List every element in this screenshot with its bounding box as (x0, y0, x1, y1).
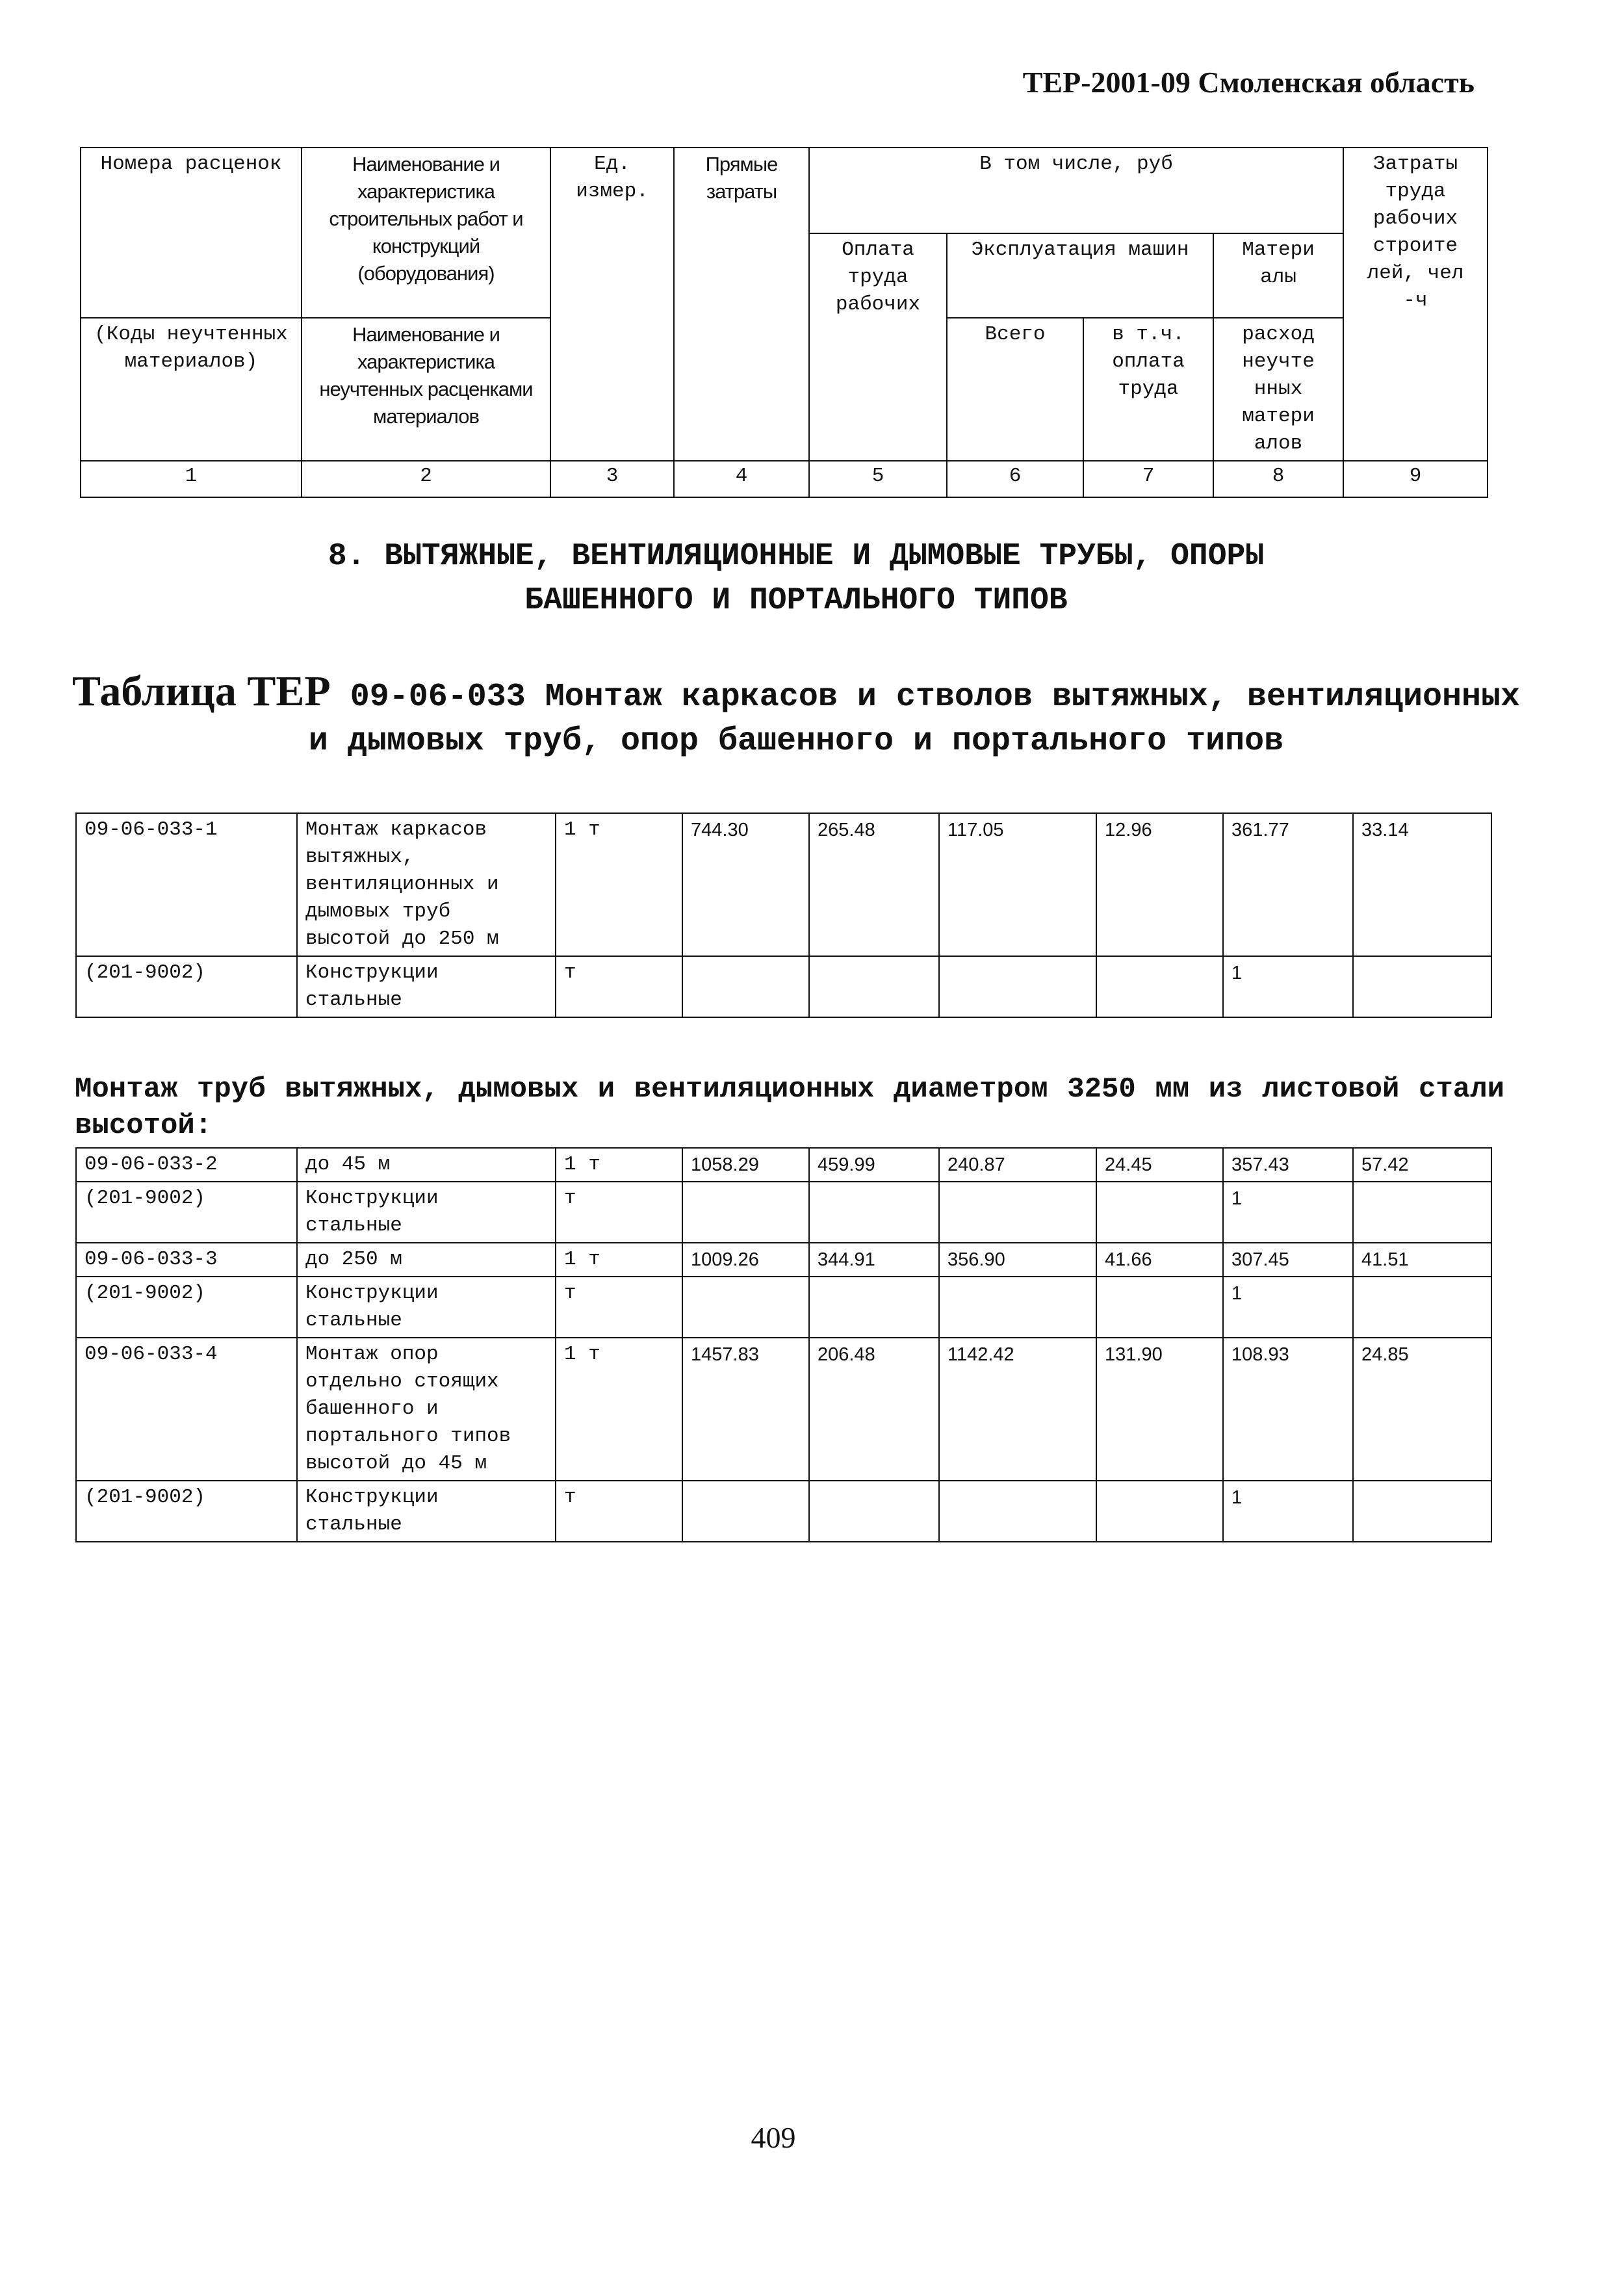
header-col8-top: Матери алы (1213, 233, 1343, 318)
work-name-cell: Монтаж опор отдельно стоящих башенного и портального типов высотой до 45 м (297, 1338, 556, 1481)
unit-cell: т (556, 956, 682, 1017)
header-exploitation: Эксплуатация машин (947, 233, 1213, 318)
materials-cell: 1 (1223, 956, 1353, 1017)
labor-pay-cell: 206.48 (809, 1338, 939, 1481)
page-number: 409 (751, 2121, 796, 2154)
column-number: 7 (1083, 461, 1213, 497)
rates-table-2 (75, 1147, 1492, 1542)
machines-total-cell (939, 1481, 1096, 1542)
header-col8-bottom: расход неучте нных матери алов (1213, 318, 1343, 461)
table-row (76, 1481, 1491, 1542)
machines-total-cell (939, 1182, 1096, 1243)
unit-cell: т (556, 1481, 682, 1542)
column-number: 6 (947, 461, 1083, 497)
table-row (76, 1148, 1491, 1182)
rate-code-cell: (201-9002) (76, 1182, 297, 1243)
work-name-cell: Конструкции стальные (297, 1277, 556, 1338)
section-title-line1: 8. ВЫТЯЖНЫЕ, ВЕНТИЛЯЦИОННЫЕ И ДЫМОВЫЕ ТРУБЫ, ОПОРЫ (328, 539, 1265, 574)
labor-pay-cell: 459.99 (809, 1148, 939, 1182)
materials-cell: 361.77 (1223, 813, 1353, 956)
materials-cell: 307.45 (1223, 1243, 1353, 1277)
labor-hours-cell (1353, 1182, 1491, 1243)
labor-hours-cell (1353, 956, 1491, 1017)
unit-cell: т (556, 1182, 682, 1243)
machines-labor-pay-cell (1096, 956, 1223, 1017)
header-col2-bottom: Наименование и характеристика неучтенных расценками материалов (302, 318, 550, 461)
unit-cell: 1 т (556, 1338, 682, 1481)
header-group: В том числе, руб (809, 148, 1343, 233)
direct-costs-cell (682, 956, 809, 1017)
materials-cell: 1 (1223, 1182, 1353, 1243)
column-number: 5 (809, 461, 947, 497)
header-col2-top: Наименование и характеристика строительных работ и конструкций (оборудования) (302, 148, 550, 318)
labor-pay-cell: 344.91 (809, 1243, 939, 1277)
materials-cell: 108.93 (1223, 1338, 1353, 1481)
labor-pay-cell (809, 1277, 939, 1338)
header-col9: Затраты труда рабочих строите лей, чел -ч (1343, 148, 1488, 461)
labor-hours-cell: 41.51 (1353, 1243, 1491, 1277)
section-title (84, 534, 1508, 623)
column-number: 3 (550, 461, 674, 497)
work-name-cell: до 250 м (297, 1243, 556, 1277)
header-col7: в т.ч. оплата труда (1083, 318, 1213, 461)
unit-cell: т (556, 1277, 682, 1338)
table-title-prefix: Таблица ТЕР (72, 668, 331, 715)
labor-pay-cell (809, 956, 939, 1017)
rate-code-cell: (201-9002) (76, 1277, 297, 1338)
work-name-cell: Конструкции стальные (297, 956, 556, 1017)
machines-total-cell: 356.90 (939, 1243, 1096, 1277)
machines-labor-pay-cell (1096, 1182, 1223, 1243)
header-col4: Прямые затраты (674, 148, 809, 461)
work-name-cell: до 45 м (297, 1148, 556, 1182)
work-name-cell: Монтаж каркасов вытяжных, вентиляционных и дымовых труб высотой до 250 м (297, 813, 556, 956)
subsection-title: Монтаж труб вытяжных, дымовых и вентиляционных диаметром 3250 мм из листовой стали высотой: (75, 1073, 1504, 1142)
work-name-cell: Конструкции стальные (297, 1182, 556, 1243)
table-row (76, 1243, 1491, 1277)
direct-costs-cell: 1009.26 (682, 1243, 809, 1277)
column-number: 2 (302, 461, 550, 497)
header-col3: Ед. измер. (550, 148, 674, 461)
table-row (76, 956, 1491, 1017)
table-title (71, 670, 1521, 764)
table-title-rest: 09-06-033 Монтаж каркасов и стволов вытяжных, вентиляционных и дымовых труб, опор башенного и портального типов (308, 679, 1520, 760)
rate-code-cell: 09-06-033-2 (76, 1148, 297, 1182)
labor-hours-cell: 24.85 (1353, 1338, 1491, 1481)
materials-cell: 1 (1223, 1481, 1353, 1542)
direct-costs-cell: 1457.83 (682, 1338, 809, 1481)
direct-costs-cell (682, 1182, 809, 1243)
labor-pay-cell (809, 1182, 939, 1243)
machines-labor-pay-cell: 12.96 (1096, 813, 1223, 956)
rate-code-cell: (201-9002) (76, 956, 297, 1017)
direct-costs-cell (682, 1277, 809, 1338)
unit-cell: 1 т (556, 1148, 682, 1182)
direct-costs-cell (682, 1481, 809, 1542)
machines-labor-pay-cell: 41.66 (1096, 1243, 1223, 1277)
header-col1-bottom: (Коды неучтенных материалов) (81, 318, 302, 461)
materials-cell: 1 (1223, 1277, 1353, 1338)
unit-cell: 1 т (556, 1243, 682, 1277)
table-row (76, 1277, 1491, 1338)
section-title-line2: БАШЕННОГО И ПОРТАЛЬНОГО ТИПОВ (524, 583, 1068, 618)
work-name-cell: Конструкции стальные (297, 1481, 556, 1542)
column-number: 8 (1213, 461, 1343, 497)
direct-costs-cell: 1058.29 (682, 1148, 809, 1182)
column-number: 9 (1343, 461, 1488, 497)
rate-code-cell: 09-06-033-3 (76, 1243, 297, 1277)
labor-pay-cell: 265.48 (809, 813, 939, 956)
labor-hours-cell: 33.14 (1353, 813, 1491, 956)
machines-total-cell (939, 1277, 1096, 1338)
header-col6: Всего (947, 318, 1083, 461)
direct-costs-cell: 744.30 (682, 813, 809, 956)
column-number: 1 (81, 461, 302, 497)
column-number: 4 (674, 461, 809, 497)
labor-pay-cell (809, 1481, 939, 1542)
table-row (76, 1182, 1491, 1243)
unit-cell: 1 т (556, 813, 682, 956)
machines-labor-pay-cell: 24.45 (1096, 1148, 1223, 1182)
machines-total-cell: 1142.42 (939, 1338, 1096, 1481)
header-col1-top: Номера расценок (81, 148, 302, 318)
machines-labor-pay-cell (1096, 1277, 1223, 1338)
document-header: ТЕР-2001-09 Смоленская область (1022, 66, 1475, 99)
labor-hours-cell (1353, 1277, 1491, 1338)
materials-cell: 357.43 (1223, 1148, 1353, 1182)
header-col5: Оплата труда рабочих (809, 233, 947, 461)
rates-table-1 (75, 812, 1492, 1018)
rate-code-cell: (201-9002) (76, 1481, 297, 1542)
machines-labor-pay-cell (1096, 1481, 1223, 1542)
machines-total-cell: 117.05 (939, 813, 1096, 956)
labor-hours-cell (1353, 1481, 1491, 1542)
rate-code-cell: 09-06-033-1 (76, 813, 297, 956)
column-header-table (80, 147, 1488, 498)
machines-total-cell (939, 956, 1096, 1017)
rate-code-cell: 09-06-033-4 (76, 1338, 297, 1481)
table-row (76, 1338, 1491, 1481)
labor-hours-cell: 57.42 (1353, 1148, 1491, 1182)
table-row (76, 813, 1491, 956)
machines-labor-pay-cell: 131.90 (1096, 1338, 1223, 1481)
machines-total-cell: 240.87 (939, 1148, 1096, 1182)
